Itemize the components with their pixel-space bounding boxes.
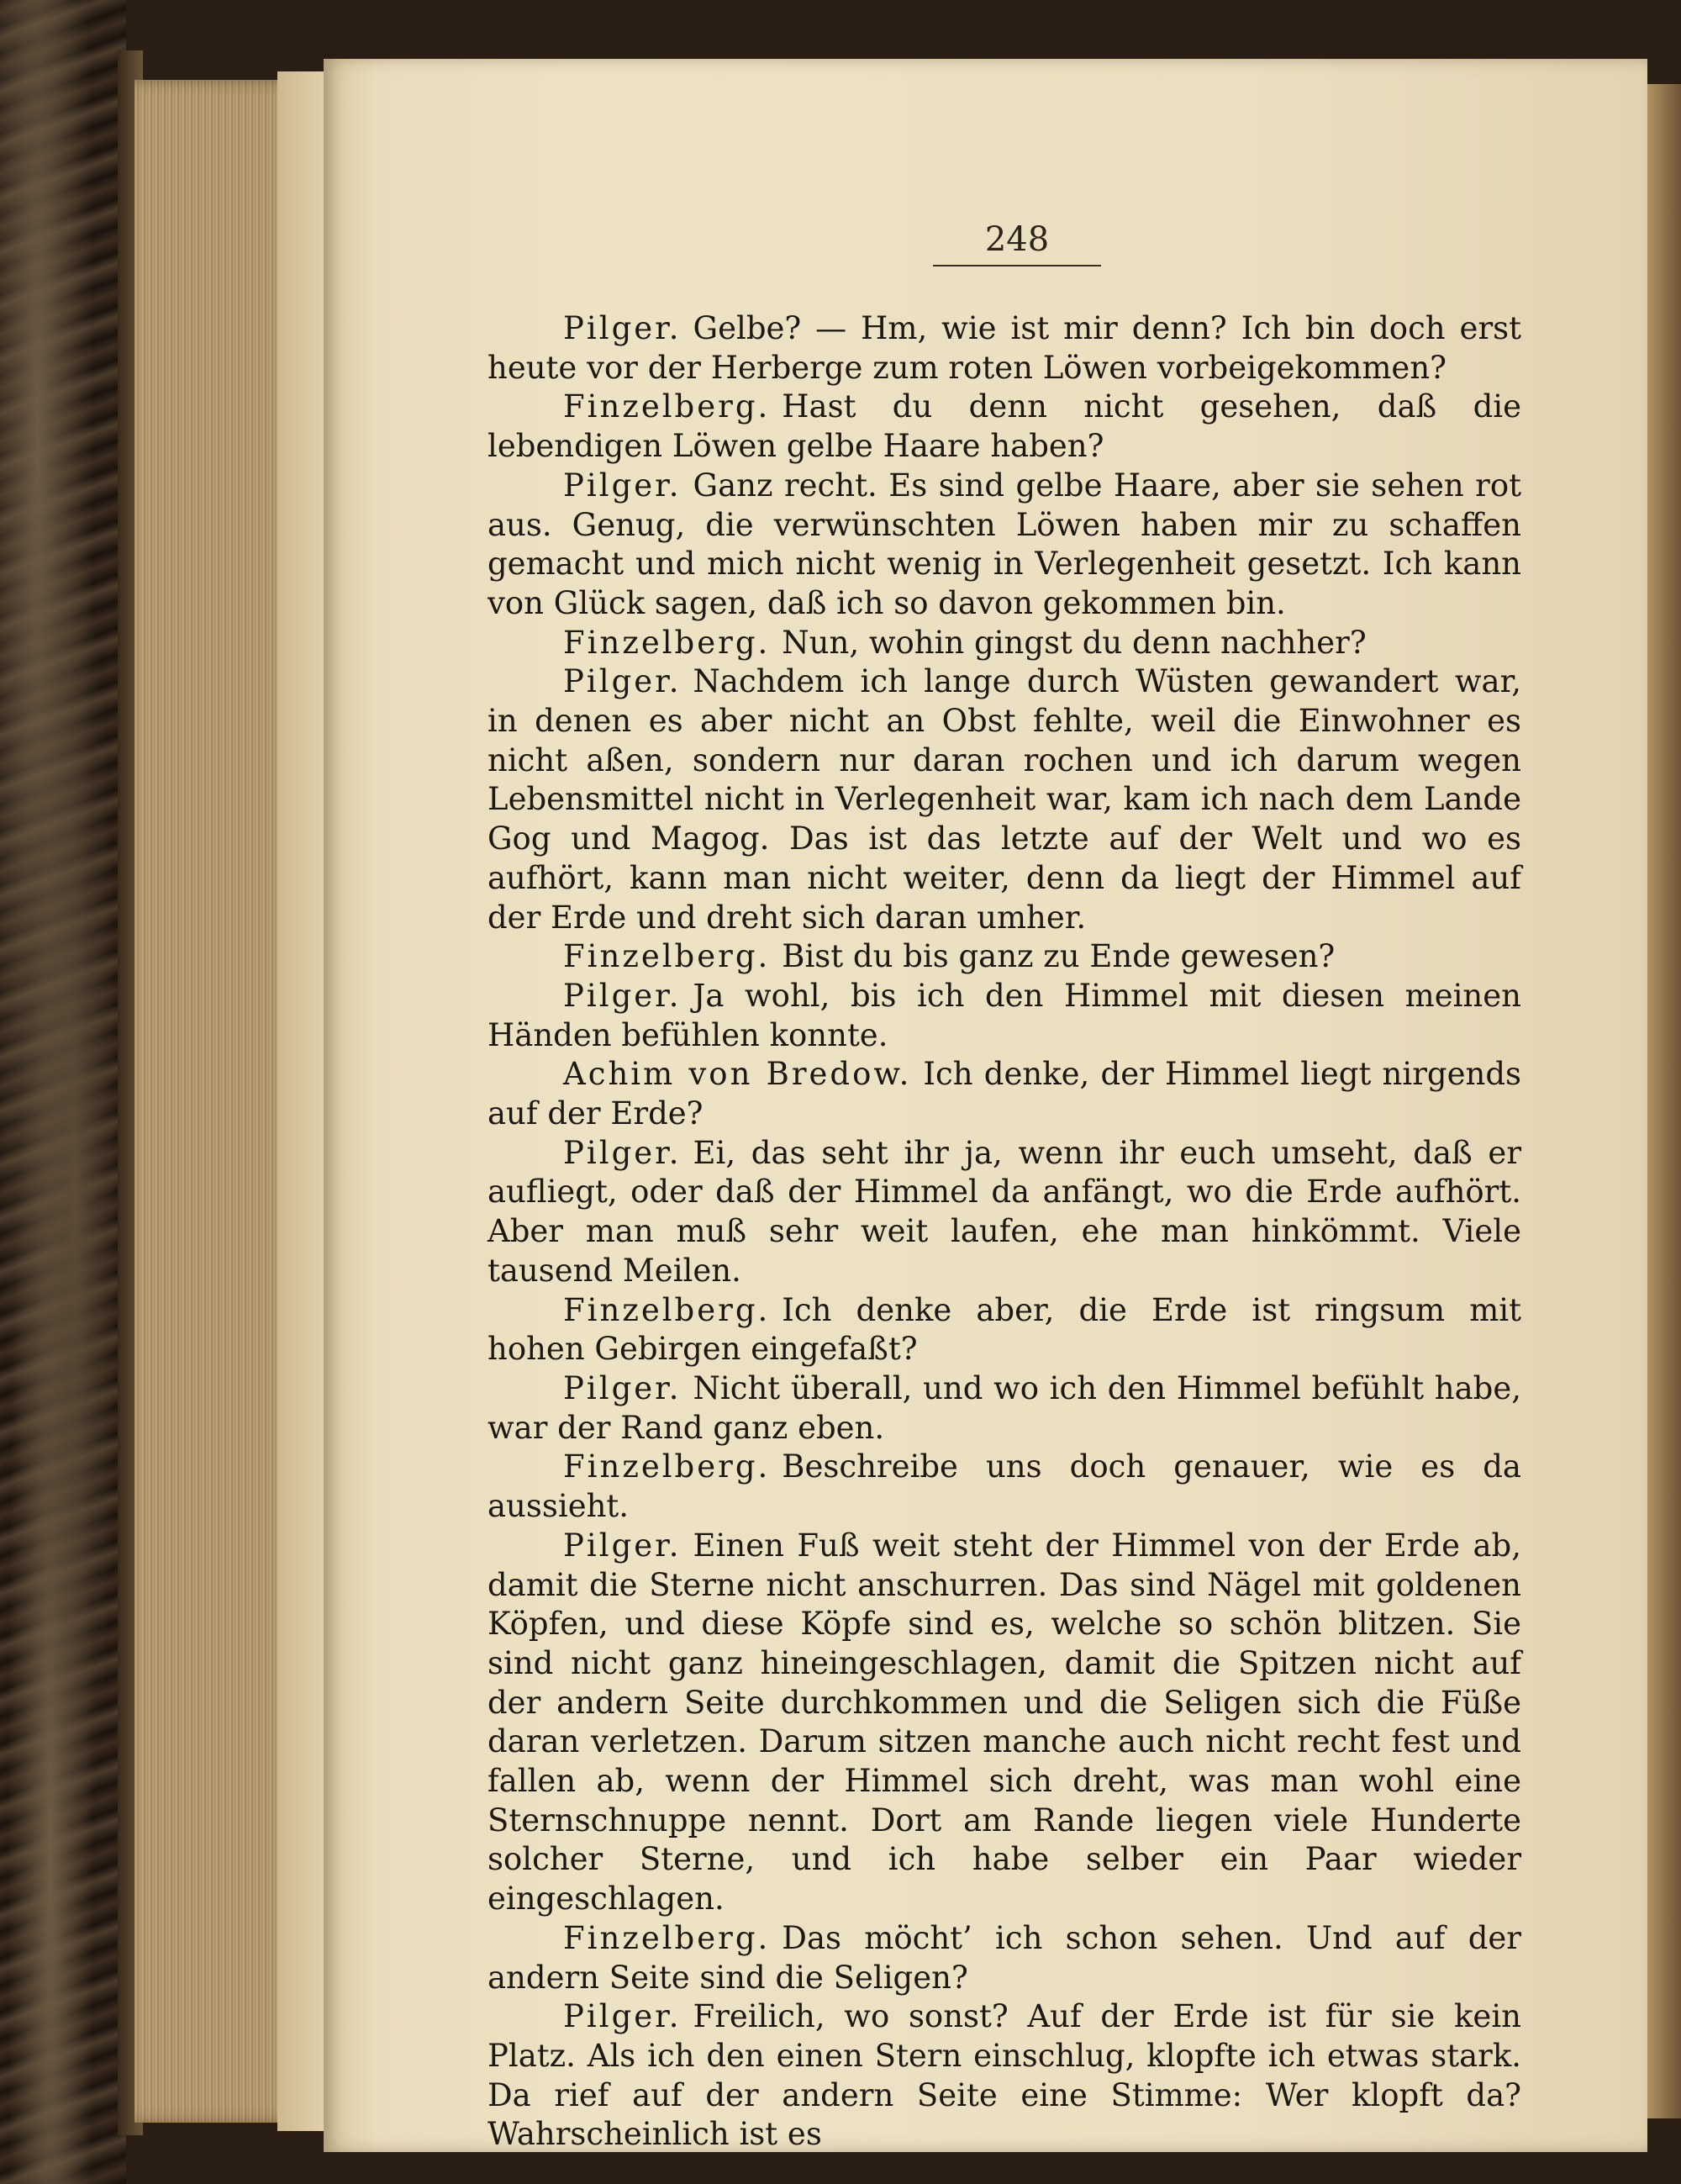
speaker-name: Finzelberg.: [563, 624, 771, 661]
paragraph: [487, 1919, 1521, 1997]
paragraph: [487, 1055, 1521, 1133]
paragraph-text: Nun, wohin gingst du denn nachher?: [782, 624, 1367, 661]
paragraph-text: Nachdem ich lange durch Wüsten gewandert war, in denen es aber nicht an Obst fehlte, weil die Einwohner es nicht aßen, sondern nur daran rochen und ich darum wegen Lebensmittel nicht in Verlegenheit war, kam ich nach dem Lande Gog und Magog. Das ist das letzte auf der Welt und wo es aufhört, kann man nicht weiter, denn da liegt der Himmel auf der Erde und dreht sich daran umher.: [487, 663, 1521, 936]
paragraph: [487, 1527, 1521, 1919]
speaker-name: Achim von Bredow.: [563, 1056, 912, 1093]
speaker-name: Finzelberg.: [563, 1919, 771, 1956]
page-text: [487, 309, 1521, 2155]
paragraph-text: Ei, das seht ihr ja, wenn ihr euch umseht, daß er aufliegt, oder daß der Himmel da anfängt, wo die Erde aufhört. Aber man muß sehr weit laufen, ehe man hinkömmt. Viele tausend Meilen.: [487, 1134, 1521, 1289]
speaker-name: Finzelberg.: [563, 388, 771, 425]
page-number-rule: [933, 265, 1101, 266]
page-number: 248: [984, 220, 1050, 259]
paragraph: [487, 662, 1521, 937]
speaker-name: Pilger.: [563, 467, 682, 504]
paragraph-text: Freilich, wo sonst? Auf der Erde ist für sie kein Platz. Als ich den einen Stern einschlug, klopfte ich etwas stark. Da rief auf der andern Seite eine Stimme: Wer klopft da? Wahrscheinlich ist es: [487, 1998, 1521, 2153]
paragraph: [487, 388, 1521, 466]
speaker-name: Finzelberg.: [563, 938, 771, 975]
paragraph-text: Ja wohl, bis ich den Himmel mit diesen meinen Händen befühlen konnte.: [487, 977, 1521, 1053]
speaker-name: Pilger.: [563, 977, 682, 1014]
paragraph: [487, 1134, 1521, 1291]
speaker-name: Pilger.: [563, 1369, 682, 1406]
paragraph-text: Beschreibe uns doch genauer, wie es da aussieht.: [487, 1448, 1521, 1525]
paragraph: [487, 1291, 1521, 1369]
page-stack-inner: [277, 71, 328, 2131]
book-cover: [0, 0, 126, 2184]
paragraph-text: Ich denke, der Himmel liegt nirgends auf der Erde?: [487, 1056, 1521, 1132]
paragraph-text: Ich denke aber, die Erde ist ringsum mit hohen Gebirgen eingefaßt?: [487, 1291, 1521, 1368]
paragraph: [487, 624, 1521, 663]
paragraph-text: Einen Fuß weit steht der Himmel von der Erde ab, damit die Sterne nicht anschurren. Das sind Nägel mit goldenen Köpfen, und diese Köpfe sind es, welche so schön blitzen. Sie sind nicht ganz hineingeschlagen, damit die Spitzen nicht auf der andern Seite durchkommen und die Seligen sich die Füße daran verletzen. Darum sitzen manche auch nicht recht fest und fallen ab, wenn der Himmel sich dreht, was man wohl eine Sternschnuppe nennt. Dort am Rande liegen viele Hunderte solcher Sterne, und ich habe selber ein Paar wieder eingeschlagen.: [487, 1527, 1521, 1918]
paragraph: [487, 1997, 1521, 2155]
paragraph-text: Bist du bis ganz zu Ende gewesen?: [782, 938, 1336, 975]
paragraph-text: Ganz recht. Es sind gelbe Haare, aber sie sehen rot aus. Genug, die verwünschten Löwen haben mir zu schaffen gemacht und mich nicht wenig in Verlegenheit gesetzt. Ich kann von Glück sagen, daß ich so davon gekommen bin.: [487, 467, 1521, 621]
paragraph: [487, 1369, 1521, 1448]
speaker-name: Finzelberg.: [563, 1448, 771, 1485]
paragraph: [487, 977, 1521, 1055]
paragraph-text: Hast du denn nicht gesehen, daß die lebendigen Löwen gelbe Haare haben?: [487, 388, 1521, 465]
speaker-name: Pilger.: [563, 663, 682, 700]
speaker-name: Pilger.: [563, 310, 682, 346]
paragraph-text: Gelbe? — Hm, wie ist mir denn? Ich bin doch erst heute vor der Herberge zum roten Löwen vorbeigekommen?: [487, 310, 1521, 386]
paragraph: [487, 467, 1521, 624]
paragraph: [487, 309, 1521, 388]
paragraph: [487, 937, 1521, 977]
right-page-edge: [1643, 84, 1681, 2118]
paragraph-text: Das möcht’ ich schon sehen. Und auf der andern Seite sind die Seligen?: [487, 1919, 1521, 1996]
speaker-name: Pilger.: [563, 1527, 682, 1564]
paragraph: [487, 1448, 1521, 1526]
paragraph-text: Nicht überall, und wo ich den Himmel befühlt habe, war der Rand ganz eben.: [487, 1369, 1521, 1446]
speaker-name: Pilger.: [563, 1134, 682, 1171]
speaker-name: Pilger.: [563, 1998, 682, 2035]
speaker-name: Finzelberg.: [563, 1291, 771, 1328]
